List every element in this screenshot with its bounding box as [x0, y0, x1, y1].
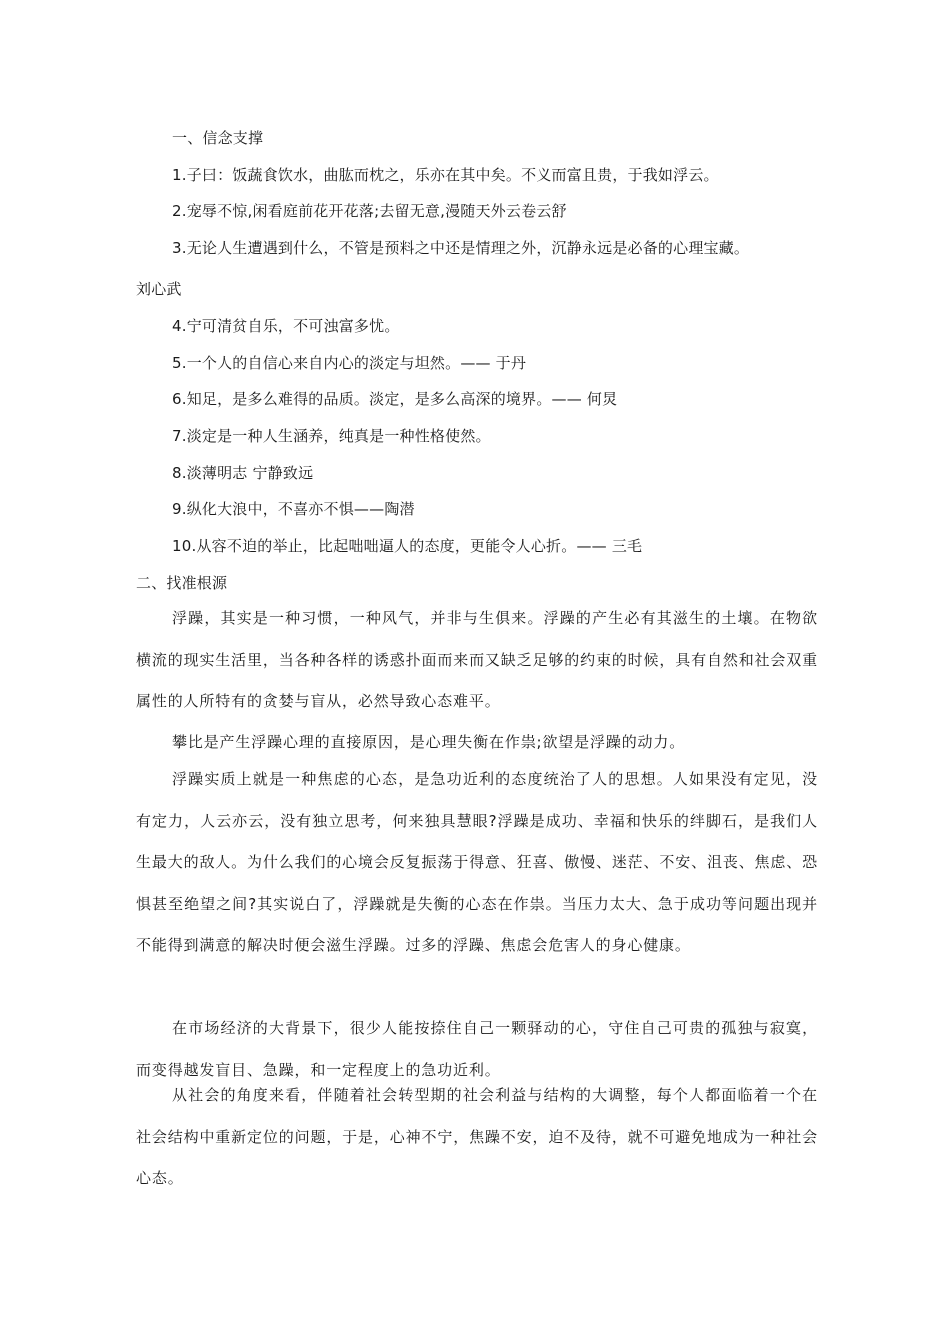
quote-item-7: 7.淡定是一种人生涵养，纯真是一种性格使然。 — [172, 427, 491, 445]
quote-item-8: 8.淡薄明志 宁静致远 — [172, 464, 314, 482]
quote-item-2: 2.宠辱不惊,闲看庭前花开花落;去留无意,漫随天外云卷云舒 — [172, 202, 567, 220]
quote-item-3: 3.无论人生遭遇到什么，不管是预料之中还是情理之外，沉静永远是必备的心理宝藏。 — [172, 239, 750, 257]
quote-author-liu-xinwu: 刘心武 — [136, 280, 182, 298]
section-heading-root-cause: 二、找准根源 — [136, 574, 228, 592]
quote-item-4: 4.宁可清贫自乐，不可浊富多忧。 — [172, 317, 400, 335]
paragraph-2: 攀比是产生浮躁心理的直接原因，是心理失衡在作祟;欲望是浮躁的动力。 — [172, 733, 686, 751]
section-heading-belief: 一、信念支撑 — [172, 129, 264, 147]
paragraph-4: 在市场经济的大背景下，很少人能按捺住自己一颗驿动的心，守住自己可贵的孤独与寂寞，而变得越发盲目、急躁，和一定程度上的急功近利。 — [136, 1019, 818, 1079]
quote-item-6: 6.知足，是多么难得的品质。淡定，是多么高深的境界。—— 何炅 — [172, 390, 618, 408]
paragraph-1: 浮躁，其实是一种习惯，一种风气，并非与生俱来。浮躁的产生必有其滋生的土壤。在物欲横流的现实生活里，当各种各样的诱惑扑面而来而又缺乏足够的约束的时候，具有自然和社会双重属性的人所特有的贪婪与盲从，必然导致心态难平。 — [136, 609, 818, 710]
paragraph-3: 浮躁实质上就是一种焦虑的心态，是急功近利的态度统治了人的思想。人如果没有定见，没有定力，人云亦云，没有独立思考，何来独具慧眼?浮躁是成功、幸福和快乐的绊脚石，是我们人生最大的敌人。为什么我们的心境会反复振荡于得意、狂喜、傲慢、迷茫、不安、沮丧、焦虑、恐惧甚至绝望之间?其实说白了，浮躁就是失衡的心态在作祟。当压力太大、急于成功等问题出现并不能得到满意的解决时便会滋生浮躁。过多的浮躁、焦虑会危害人的身心健康。 — [136, 770, 818, 954]
quote-item-1: 1.子曰：饭蔬食饮水，曲肱而枕之，乐亦在其中矣。不义而富且贵，于我如浮云。 — [172, 166, 719, 184]
paragraph-5: 从社会的角度来看，伴随着社会转型期的社会利益与结构的大调整，每个人都面临着一个在社会结构中重新定位的问题，于是，心神不宁，焦躁不安，迫不及待，就不可避免地成为一种社会心态。 — [136, 1086, 818, 1187]
quote-item-5: 5.一个人的自信心来自内心的淡定与坦然。—— 于丹 — [172, 354, 527, 372]
quote-item-10: 10.从容不迫的举止，比起咄咄逼人的态度，更能令人心折。—— 三毛 — [172, 537, 643, 555]
quote-item-9: 9.纵化大浪中，不喜亦不惧——陶潜 — [172, 500, 415, 518]
